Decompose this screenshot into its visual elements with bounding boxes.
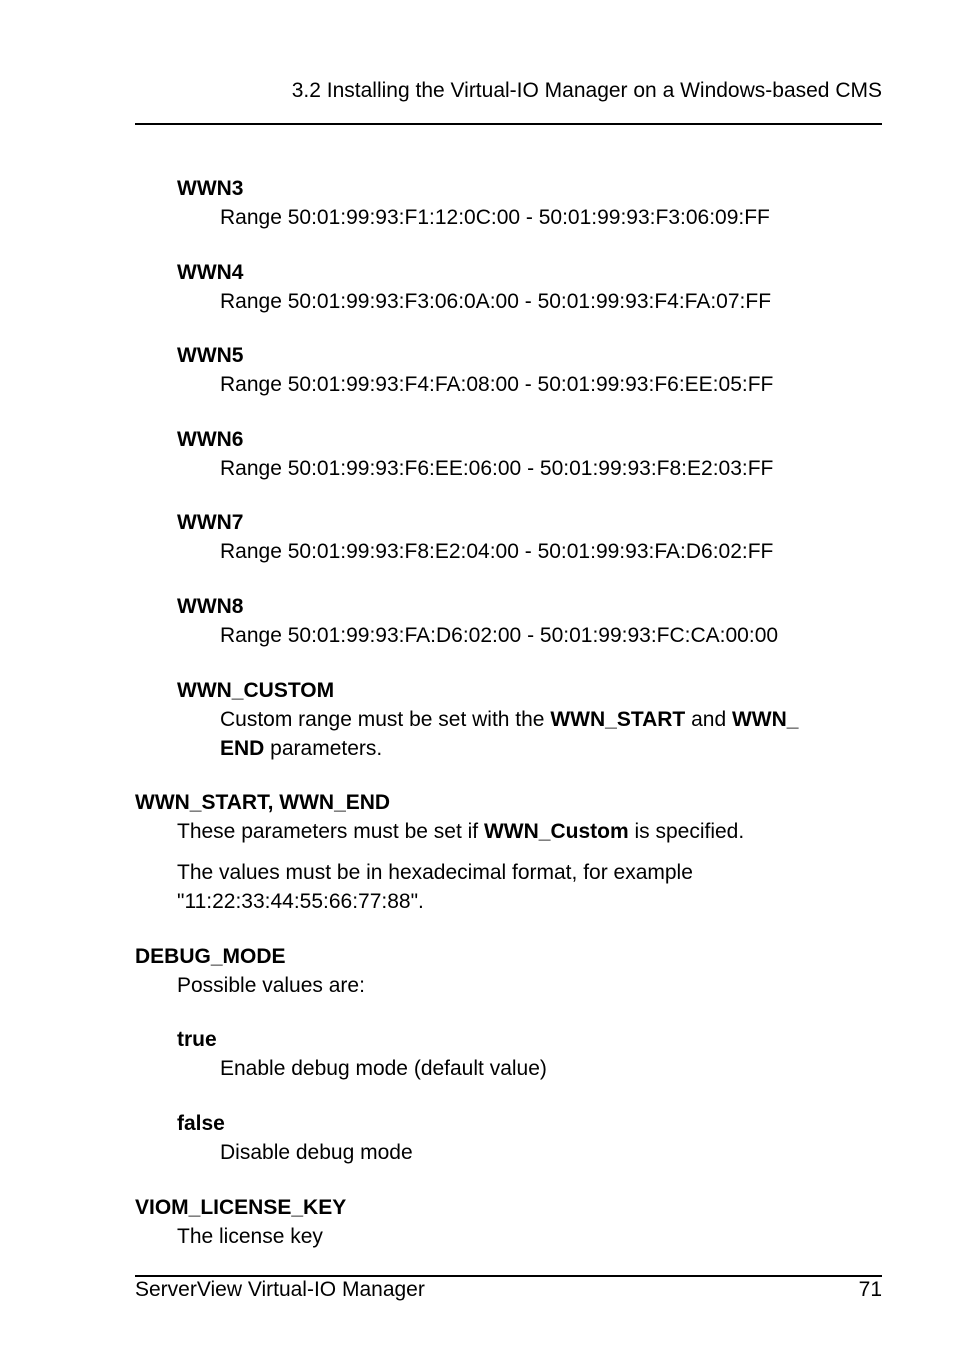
debug-true-term: true [177,1028,217,1051]
wwn6-term: WWN6 [177,428,244,451]
page-number: 71 [858,1278,882,1301]
wwn7-term: WWN7 [177,511,244,534]
debug-true-desc: Enable debug mode (default value) [220,1057,547,1080]
wwn5-term: WWN5 [177,344,244,367]
header-rule [135,123,882,125]
wwn-custom-desc-line2: END parameters. [220,737,383,760]
wwn5-range: Range 50:01:99:93:F4:FA:08:00 - 50:01:99:93:F6:EE:05:FF [220,373,774,396]
running-header: 3.2 Installing the Virtual-IO Manager on a Windows-based CMS [291,79,882,102]
wwn8-range: Range 50:01:99:93:FA:D6:02:00 - 50:01:99:93:FC:CA:00:00 [220,624,779,647]
wwn-format-line2: "11:22:33:44:55:66:77:88". [177,890,424,913]
wwn3-term: WWN3 [177,177,244,200]
wwn-start-end-term: WWN_START, WWN_END [135,791,391,814]
wwn-custom-term: WWN_CUSTOM [177,679,335,702]
wwn3-range: Range 50:01:99:93:F1:12:0C:00 - 50:01:99:93:F3:06:09:FF [220,206,770,229]
wwn7-range: Range 50:01:99:93:F8:E2:04:00 - 50:01:99:93:FA:D6:02:FF [220,540,774,563]
wwn6-range: Range 50:01:99:93:F6:EE:06:00 - 50:01:99:93:F8:E2:03:FF [220,457,774,480]
wwn-custom-desc-line1: Custom range must be set with the WWN_START and WWN_ [220,708,799,731]
debug-false-term: false [177,1112,225,1135]
wwn-start-end-desc: These parameters must be set if WWN_Custom is specified. [177,820,745,843]
wwn8-term: WWN8 [177,595,244,618]
wwn-format-line1: The values must be in hexadecimal format, for example [177,861,693,884]
wwn4-term: WWN4 [177,261,244,284]
debug-mode-term: DEBUG_MODE [135,945,286,968]
debug-mode-desc: Possible values are: [177,974,365,997]
license-key-desc: The license key [177,1225,323,1248]
debug-false-desc: Disable debug mode [220,1141,413,1164]
wwn4-range: Range 50:01:99:93:F3:06:0A:00 - 50:01:99:93:F4:FA:07:FF [220,290,772,313]
license-key-term: VIOM_LICENSE_KEY [135,1196,347,1219]
footer-product: ServerView Virtual-IO Manager [135,1278,425,1301]
footer-rule [135,1275,882,1277]
